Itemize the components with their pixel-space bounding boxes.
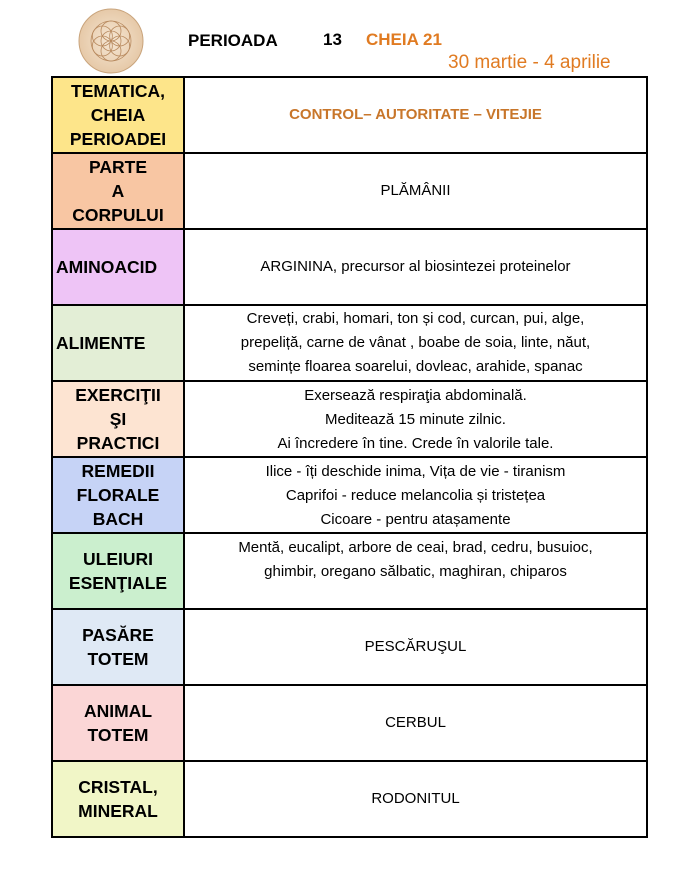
row-value — [184, 685, 647, 761]
row-value — [184, 229, 647, 305]
row-value-line: ARGININA, precursor al biosintezei proteinelor — [260, 258, 571, 275]
row-label-line: CORPULUI — [72, 205, 164, 225]
info-table — [51, 76, 648, 838]
row-label-line: MINERAL — [78, 801, 158, 821]
table-row — [52, 685, 647, 761]
row-label — [52, 305, 184, 381]
table-row — [52, 305, 647, 381]
row-value-line: Creveți, crabi, homari, ton și cod, curcan, pui, alge, — [246, 310, 585, 327]
table-row — [52, 229, 647, 305]
row-label-line: EXERCIŢII — [75, 385, 161, 405]
row-label — [52, 609, 184, 685]
table-row — [52, 533, 647, 609]
row-value-line: PLĂMÂNII — [380, 182, 451, 199]
row-label-line: BACH — [92, 509, 144, 529]
row-value — [184, 153, 647, 229]
row-label-line: PARTE — [88, 157, 147, 177]
row-label-line: FLORALE — [76, 485, 160, 505]
row-value-line: ghimbir, oregano sălbatic, maghiran, chiparos — [264, 563, 567, 580]
row-value-line: prepeliță, carne de vânat , boabe de soia, linte, năut, — [240, 334, 591, 351]
row-value-line: RODONITUL — [371, 790, 460, 807]
row-label-line: A — [111, 181, 125, 201]
row-label-line: TEMATICA, — [71, 81, 165, 101]
row-label-line: TOTEM — [87, 649, 149, 669]
row-value — [184, 533, 647, 609]
row-value — [184, 381, 647, 457]
row-value-line: Caprifoi - reduce melancolia și tristețea — [285, 487, 546, 504]
table-row — [52, 457, 647, 533]
row-label-line: TOTEM — [87, 725, 149, 745]
table-row — [52, 609, 647, 685]
period-number: 13 — [323, 30, 342, 49]
row-label — [52, 381, 184, 457]
row-value — [184, 305, 647, 381]
row-value — [184, 609, 647, 685]
row-label — [52, 229, 184, 305]
row-label-line: ALIMENTE — [56, 333, 146, 353]
row-value-line: CONTROL– AUTORITATE – VITEJIE — [289, 106, 542, 123]
table-row — [52, 761, 647, 837]
row-label-line: ANIMAL — [83, 701, 153, 721]
row-label-line: CHEIA — [90, 105, 146, 125]
row-label-line: PASĂRE — [82, 625, 154, 645]
row-label-line: AMINOACID — [56, 257, 158, 277]
row-value-line: Cicoare - pentru atașamente — [320, 511, 511, 528]
date-range: 30 martie - 4 aprilie — [448, 52, 611, 73]
key-label: CHEIA 21 — [366, 30, 442, 49]
flower-of-life-icon — [78, 8, 144, 74]
row-label — [52, 533, 184, 609]
period-label: PERIOADA — [188, 31, 278, 50]
row-value-line: PESCĂRUŞUL — [364, 638, 467, 655]
row-value-line: Ilice - îți deschide inima, Vița de vie - tiranism — [265, 463, 566, 480]
row-label — [52, 685, 184, 761]
row-label-line: ŞI — [109, 409, 127, 429]
row-label — [52, 77, 184, 153]
row-value-line: Mentă, eucalipt, arbore de ceai, brad, cedru, busuioc, — [238, 539, 593, 556]
row-label — [52, 761, 184, 837]
row-label — [52, 457, 184, 533]
table-row — [52, 153, 647, 229]
table-row — [52, 381, 647, 457]
row-label-line: PERIOADEI — [69, 129, 167, 149]
row-label-line: REMEDII — [81, 461, 155, 481]
row-label-line: PRACTICI — [76, 433, 160, 453]
row-label-line: ULEIURI — [83, 549, 153, 569]
row-value-line: Exersează respiraţia abdominală. — [304, 387, 527, 404]
row-value — [184, 457, 647, 533]
row-value-line: CERBUL — [385, 714, 446, 731]
row-value-line: semințe floarea soarelui, dovleac, arahide, spanac — [248, 358, 583, 375]
row-value-line: Meditează 15 minute zilnic. — [325, 411, 506, 428]
row-label-line: CRISTAL, — [78, 777, 158, 797]
table-row — [52, 77, 647, 153]
row-label — [52, 153, 184, 229]
row-value — [184, 761, 647, 837]
row-label-line: ESENŢIALE — [68, 573, 168, 593]
row-value — [184, 77, 647, 153]
row-value-line: Ai încredere în tine. Crede în valorile tale. — [277, 435, 554, 452]
